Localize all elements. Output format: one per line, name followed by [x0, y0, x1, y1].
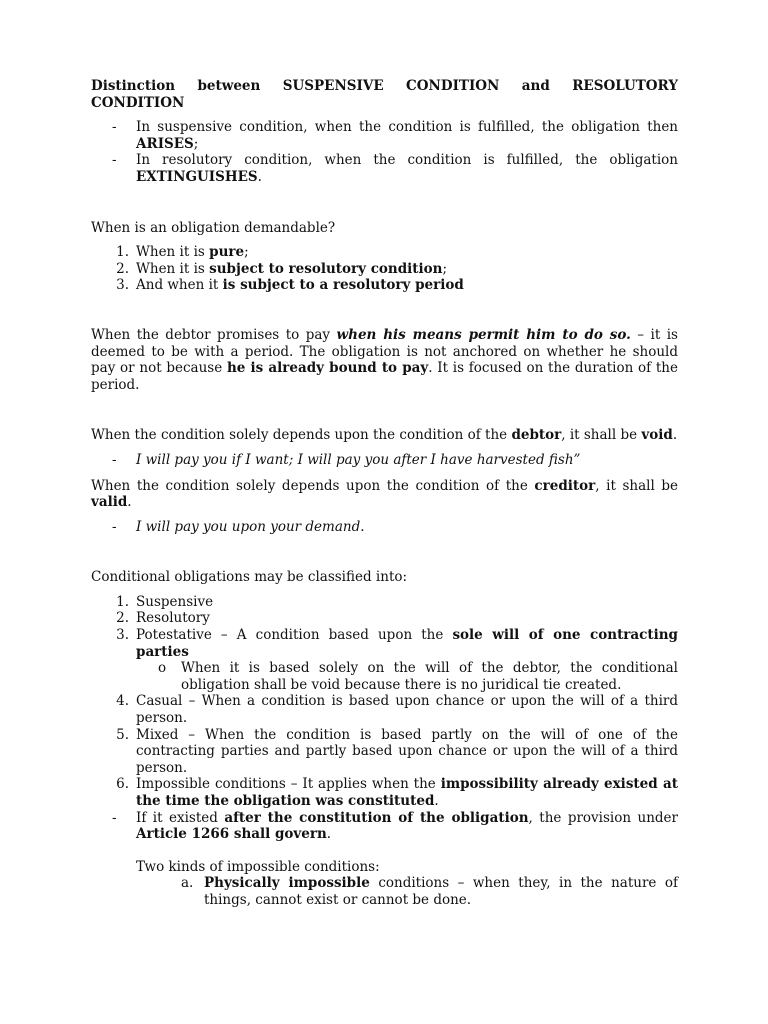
list-item: - In suspensive condition, when the condition is fulfilled, the obligation then ARISES; — [112, 119, 678, 152]
list-item: 2. When it is subject to resolutory condition; — [116, 260, 448, 277]
two-kinds-heading: Two kinds of impossible conditions: — [136, 858, 380, 875]
classification-intro: Conditional obligations may be classified into: — [91, 569, 408, 586]
list-item: - In resolutory condition, when the condition is fulfilled, the obligation EXTINGUISHES. — [112, 152, 678, 185]
section-title: Distinction between SUSPENSIVE CONDITION and RESOLUTORY CONDITION — [91, 78, 678, 111]
list-item: - If it existed after the constitution of the obligation, the provision under Article 1266 shall govern. — [112, 809, 678, 843]
list-item: 2. Resolutory — [116, 610, 210, 627]
demandable-question: When is an obligation demandable? — [91, 219, 336, 236]
sub-list-item: o When it is based solely on the will of the debtor, the conditional obligation shall be void because there is no juridical tie created. — [158, 660, 678, 693]
list-item: 4. Casual – When a condition is based upon chance or upon the will of a third person. — [116, 693, 678, 727]
bullet-circle: o — [158, 660, 167, 677]
bullet-dash: - — [112, 152, 117, 169]
creditor-condition-paragraph: When the condition solely depends upon the condition of the creditor, it shall be valid. — [91, 477, 678, 511]
sub-list-item: a. Physically impossible conditions – when they, in the nature of things, cannot exist or cannot be done. — [181, 875, 678, 908]
list-item: 1. When it is pure; — [116, 244, 249, 261]
debtor-promise-paragraph: When the debtor promises to pay when his means permit him to do so. – it is deemed to be with a period. The obligation is not anchored on whether he should pay or not because he is already bound to pay. It is focused on the duration of the period. — [91, 326, 678, 393]
bullet-dash: - — [112, 518, 117, 535]
list-item: 3. And when it is subject to a resolutory period — [116, 277, 464, 294]
bullet-dash: - — [112, 451, 117, 468]
example-item: - I will pay you if I want; I will pay you after I have harvested fish” — [112, 451, 581, 468]
bullet-dash: - — [112, 119, 117, 136]
document-body — [91, 78, 678, 909]
bullet-dash: - — [112, 809, 117, 826]
list-item: 3. Potestative – A condition based upon the sole will of one contracting parties — [116, 627, 678, 660]
example-item: - I will pay you upon your demand. — [112, 518, 365, 535]
list-item: 1. Suspensive — [116, 593, 214, 610]
debtor-condition-paragraph: When the condition solely depends upon the condition of the debtor, it shall be void. — [91, 427, 678, 444]
list-item: 5. Mixed – When the condition is based partly on the will of one of the contracting parties and partly based upon chance or upon the will of a third person. — [116, 726, 678, 776]
list-item: 6. Impossible conditions – It applies when the impossibility already existed at the time the obligation was constituted. — [116, 776, 678, 809]
